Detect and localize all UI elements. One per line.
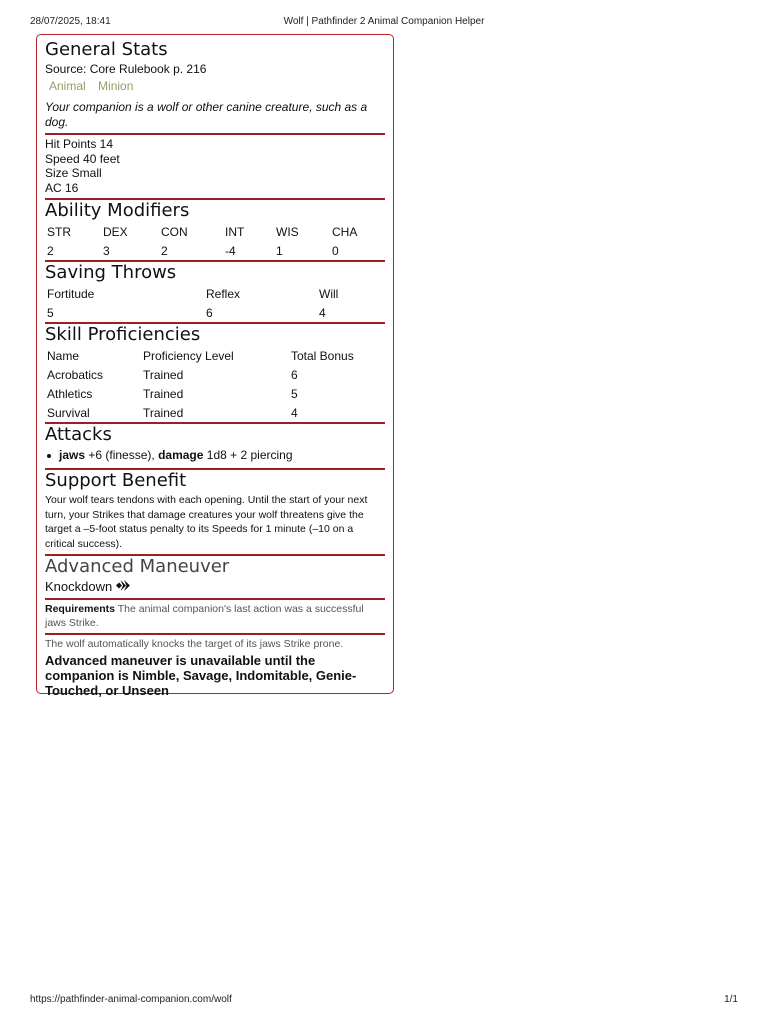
ability-table xyxy=(45,222,385,260)
attack-name: jaws xyxy=(59,448,86,462)
basic-stats xyxy=(45,135,385,198)
trait-animal[interactable]: Animal xyxy=(49,79,86,93)
requirements-text: The animal companion's last action was a successful jaws Strike. xyxy=(45,603,364,629)
ability-value: 2 xyxy=(161,243,168,258)
ability-value-row xyxy=(45,241,385,260)
ability-header: STR xyxy=(47,224,71,239)
ability-value: 0 xyxy=(332,243,339,258)
saves-table xyxy=(45,284,385,322)
companion-description: Your companion is a wolf or other canine creature, such as a dog. xyxy=(45,100,368,129)
support-benefit-heading: Support Benefit xyxy=(45,470,187,491)
skill-bonus: 5 xyxy=(291,386,298,401)
saving-throws-heading: Saving Throws xyxy=(45,262,177,283)
skills-header-row xyxy=(45,346,385,365)
ability-value: 2 xyxy=(47,243,54,258)
companion-card xyxy=(36,34,394,698)
two-action-icon xyxy=(115,579,131,596)
saves-value-row xyxy=(45,303,385,322)
attacks-heading: Attacks xyxy=(45,424,112,445)
attack-bonus: +6 (finesse), xyxy=(88,448,155,462)
page-number: 1/1 xyxy=(724,994,738,1005)
requirements xyxy=(45,603,385,630)
ability-header: INT xyxy=(225,224,245,239)
save-value: 6 xyxy=(206,305,213,320)
table-row xyxy=(45,403,385,422)
list-item xyxy=(45,448,385,463)
ability-header: DEX xyxy=(103,224,128,239)
skill-name: Acrobatics xyxy=(47,367,104,382)
skill-bonus: 4 xyxy=(291,405,298,420)
skill-name: Athletics xyxy=(47,386,93,401)
maneuver-title xyxy=(45,578,385,596)
skill-level: Trained xyxy=(143,367,184,382)
ability-header-row xyxy=(45,222,385,241)
attack-damage: 1d8 + 2 piercing xyxy=(206,448,293,462)
maneuver-warning: Advanced maneuver is unavailable until the companion is Nimble, Savage, Indomitable, Genie-Touched, or Unseen xyxy=(45,652,357,698)
skill-header: Name xyxy=(47,348,80,363)
save-header: Fortitude xyxy=(47,286,95,301)
ability-value: 3 xyxy=(103,243,110,258)
divider xyxy=(45,598,385,600)
ability-header: CON xyxy=(161,224,188,239)
skill-proficiencies-heading: Skill Proficiencies xyxy=(45,324,201,345)
speed: Speed 40 feet xyxy=(45,151,120,166)
save-header: Will xyxy=(319,286,339,301)
support-benefit-text: Your wolf tears tendons with each opening. Until the start of your next turn, your Strikes that damage creatures your wolf threatens give the target a –5-foot status penalty to its Speeds for 1 minute (–10 on a critical success). xyxy=(45,494,368,550)
print-url: https://pathfinder-animal-companion.com/wolf xyxy=(30,994,232,1005)
divider xyxy=(45,633,385,635)
skill-name: Survival xyxy=(47,405,90,420)
maneuver-effect: The wolf automatically knocks the target of its jaws Strike prone. xyxy=(45,638,344,651)
skill-level: Trained xyxy=(143,405,184,420)
hit-points: Hit Points 14 xyxy=(45,137,114,151)
trait-list xyxy=(45,79,385,94)
ability-modifiers-heading: Ability Modifiers xyxy=(45,200,190,221)
save-header: Reflex xyxy=(206,286,241,301)
ability-value: -4 xyxy=(225,243,236,258)
skill-header: Proficiency Level xyxy=(143,348,234,363)
advanced-maneuver-heading: Advanced Maneuver xyxy=(45,556,230,577)
print-header xyxy=(30,16,738,30)
requirements-label: Requirements xyxy=(45,603,116,616)
source-line: Source: Core Rulebook p. 216 xyxy=(45,62,207,76)
damage-label: damage xyxy=(158,448,204,462)
print-title: Wolf | Pathfinder 2 Animal Companion Helper xyxy=(283,16,485,27)
save-value: 5 xyxy=(47,305,54,320)
ability-value: 1 xyxy=(276,243,283,258)
maneuver-name: Knockdown xyxy=(45,579,113,594)
skill-level: Trained xyxy=(143,386,184,401)
saves-header-row xyxy=(45,284,385,303)
ability-header: WIS xyxy=(276,224,299,239)
table-row xyxy=(45,384,385,403)
skill-bonus: 6 xyxy=(291,367,298,382)
save-value: 4 xyxy=(319,305,326,320)
skills-table xyxy=(45,346,385,422)
size: Size Small xyxy=(45,166,102,180)
print-footer xyxy=(30,994,738,1008)
ability-header: CHA xyxy=(332,224,358,239)
trait-minion[interactable]: Minion xyxy=(98,79,134,93)
print-date: 28/07/2025, 18:41 xyxy=(30,16,111,27)
armor-class: AC 16 xyxy=(45,180,79,195)
attack-list xyxy=(45,448,385,463)
table-row xyxy=(45,365,385,384)
skill-header: Total Bonus xyxy=(291,348,354,363)
general-stats-heading: General Stats xyxy=(45,39,168,60)
